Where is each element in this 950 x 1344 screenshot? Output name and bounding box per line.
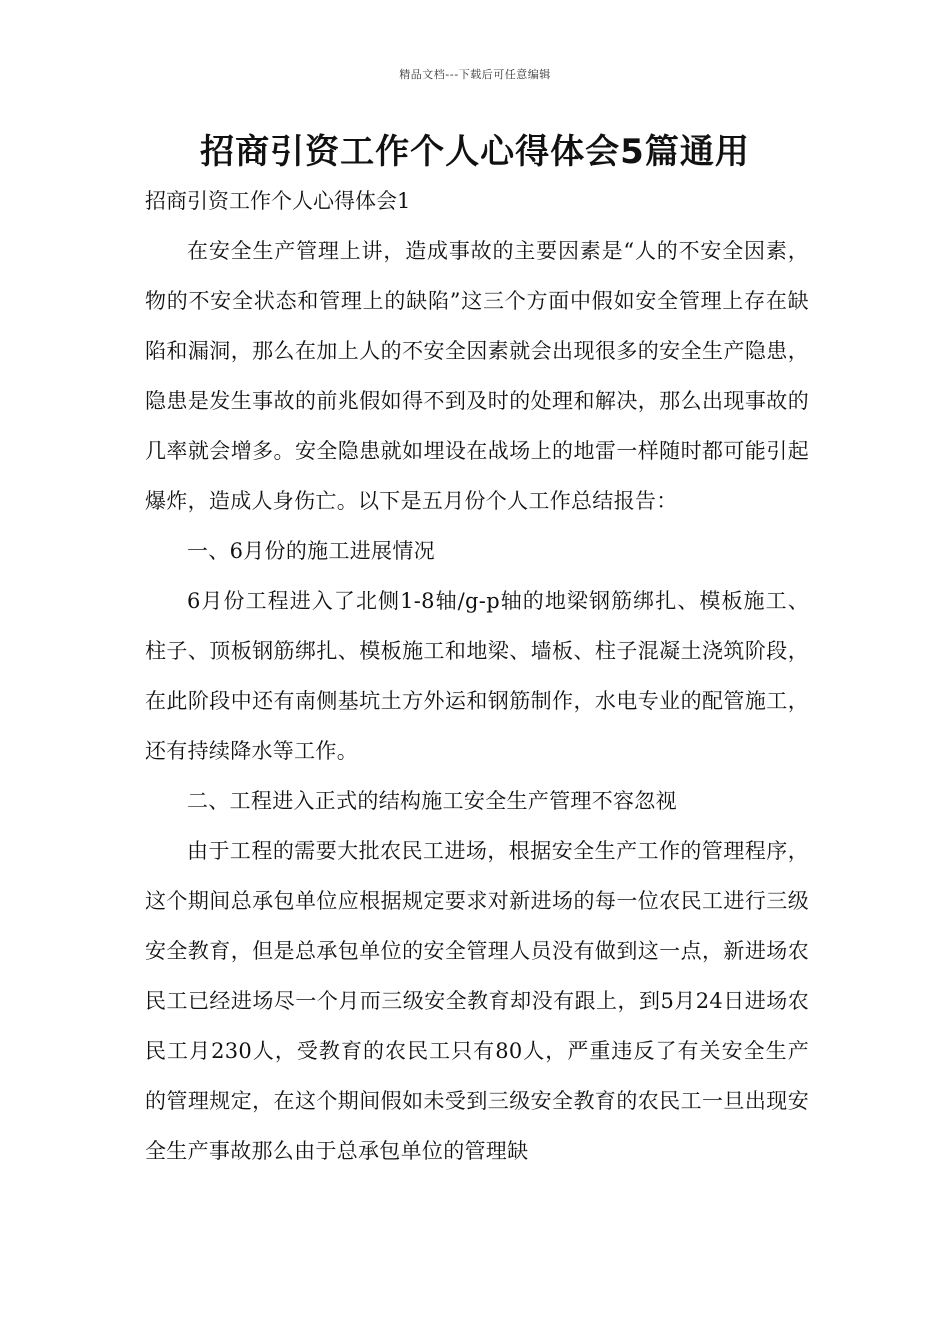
paragraph-progress: 6月份工程进入了北侧1-8轴/g-p轴的地梁钢筋绑扎、模板施工、柱子、顶板钢筋绑扎、模板施工和地梁、墙板、柱子混凝土浇筑阶段，在此阶段中还有南侧基坑土方外运和钢筋制作，水电专业的配管施工，还有持续降水等工作。 [145, 589, 809, 763]
section-heading: 招商引资工作个人心得体会1 [145, 189, 411, 213]
header-note: 精品文档---下载后可任意编辑 [399, 68, 551, 81]
document-body [145, 226, 809, 1176]
paragraph-safety: 由于工程的需要大批农民工进场，根据安全生产工作的管理程序，这个期间总承包单位应根据规定要求对新进场的每一位农民工进行三级安全教育，但是总承包单位的安全管理人员没有做到这一点，新进场农民工已经进场尽一个月而三级安全教育却没有跟上，到5月24日进场农民工月230人，受教育的农民工只有80人，严重违反了有关安全生产的管理规定，在这个期间假如未受到三级安全教育的农民工一旦出现安全生产事故那么由于总承包单位的管理缺 [145, 839, 809, 1163]
paragraph-heading-progress: 一、6月份的施工进展情况 [187, 539, 435, 563]
document-title: 招商引资工作个人心得体会5篇通用 [200, 132, 750, 172]
paragraph-intro: 在安全生产管理上讲，造成事故的主要因素是“人的不安全因素，物的不安全状态和管理上的缺陷”这三个方面中假如安全管理上存在缺陷和漏洞，那么在加上人的不安全因素就会出现很多的安全生产隐患，隐患是发生事故的前兆假如得不到及时的处理和解决，那么出现事故的几率就会增多。安全隐患就如埋设在战场上的地雷一样随时都可能引起爆炸，造成人身伤亡。以下是五月份个人工作总结报告： [145, 239, 809, 513]
paragraph-heading-safety: 二、工程进入正式的结构施工安全生产管理不容忽视 [187, 789, 677, 813]
